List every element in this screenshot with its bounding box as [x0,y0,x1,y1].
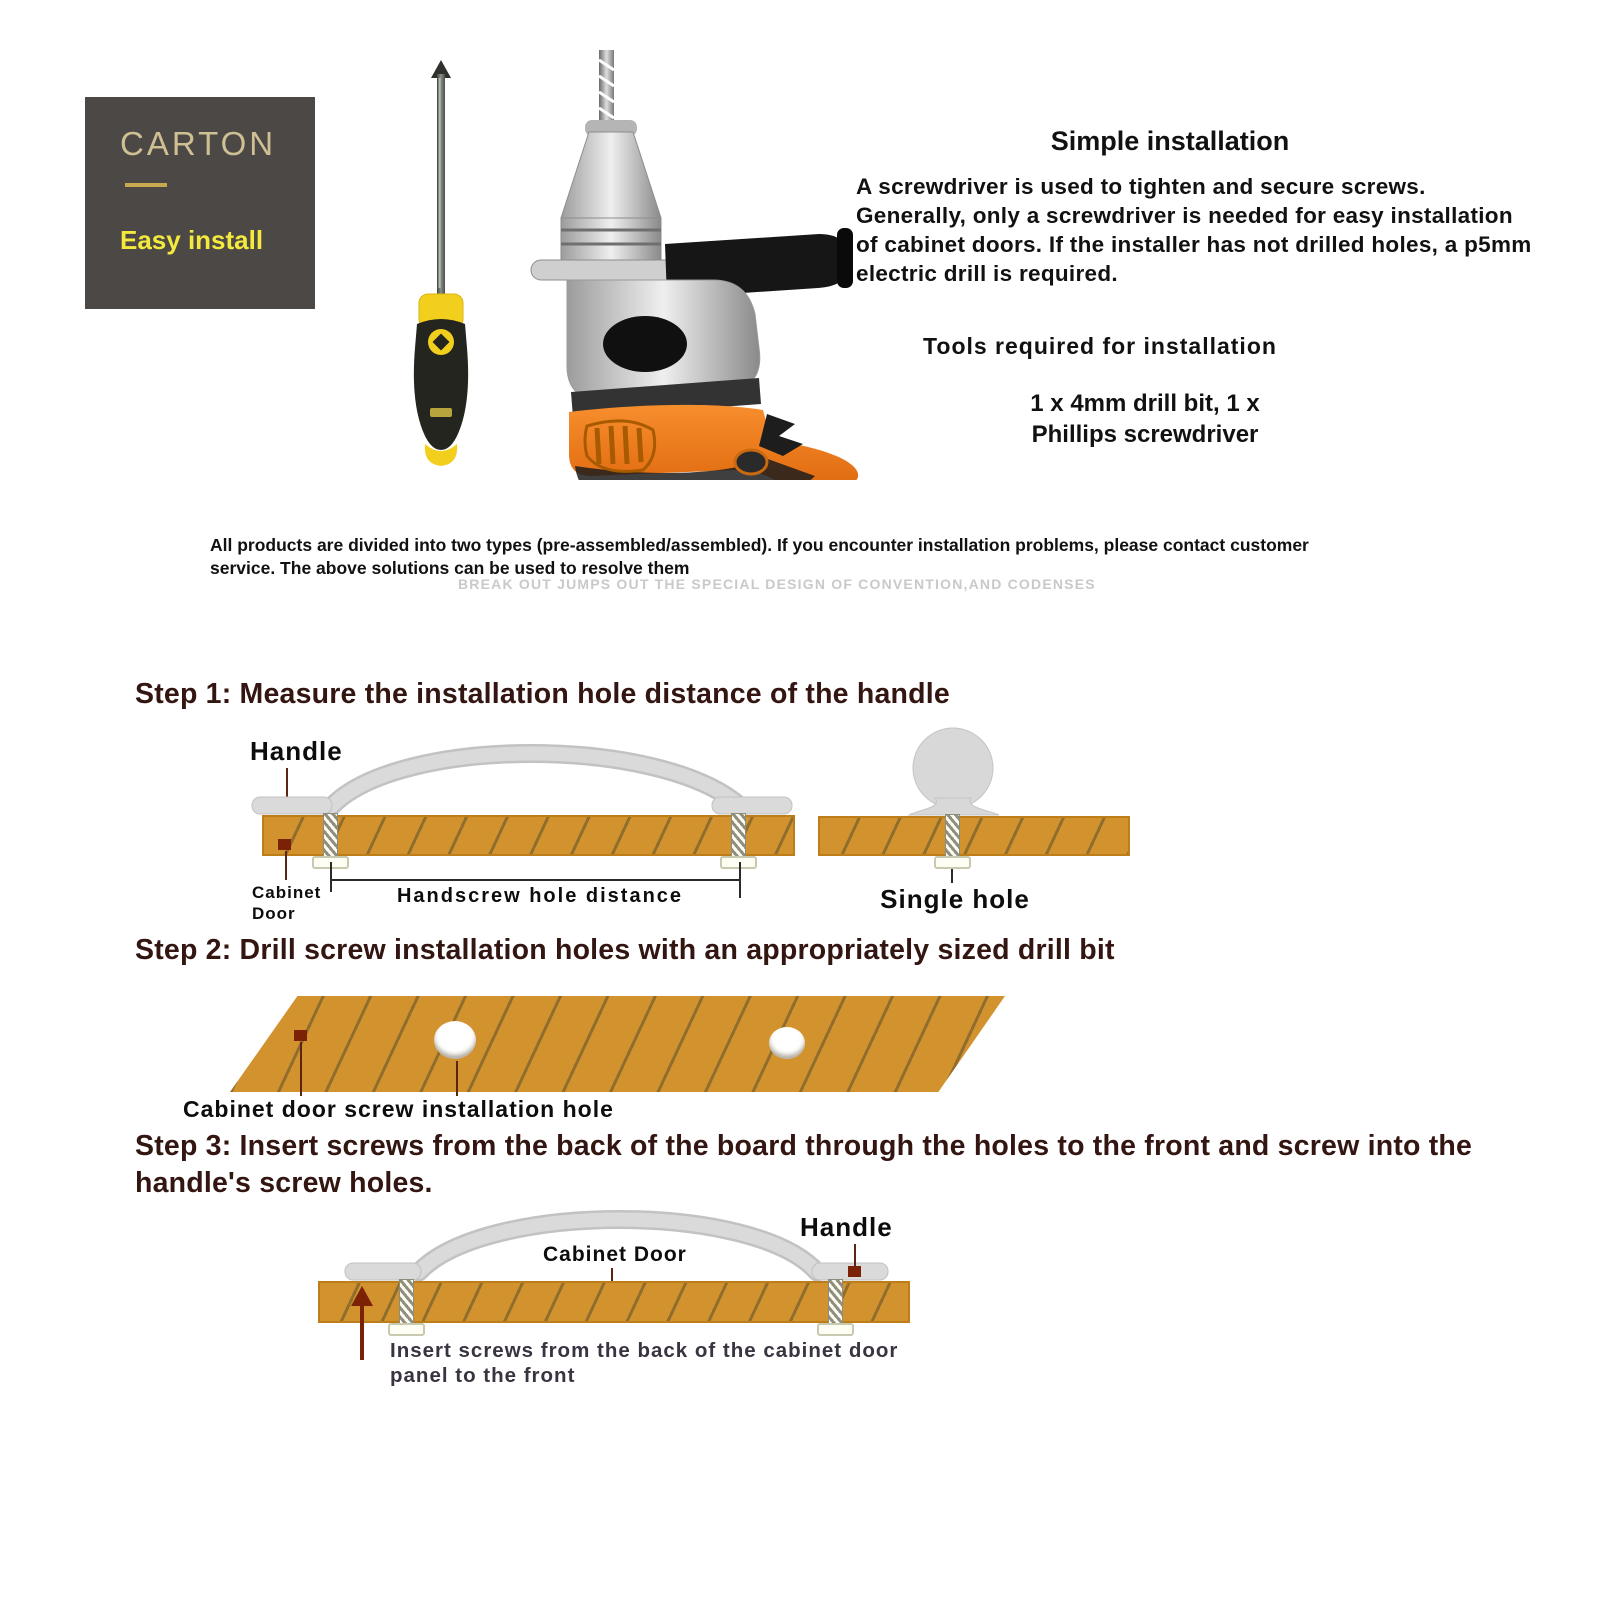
up-arrow-icon [351,1286,373,1306]
handle-marker [848,1266,861,1277]
screw-nut [817,1323,854,1336]
cabinet-door-marker [278,839,291,850]
brand-title: CARTON [120,125,277,162]
step1-cabinet-door-label: Cabinet Door [252,883,322,923]
intro-body: A screwdriver is used to tighten and secure screws. Generally, only a screwdriver is needed for easy installation of cabinet doors. If the installer has not drilled holes, a p5mm electric drill is required. [856,174,1532,286]
pointer-line [456,1061,458,1096]
screw [399,1279,414,1325]
step1-single-hole-board [818,816,1130,856]
step1-distance-label: Handscrew hole distance [396,885,684,907]
drilled-hole [769,1027,805,1059]
step1-heading: Step 1: Measure the installation hole distance of the handle [135,678,950,710]
notice-text: All products are divided into two types (pre-assembled/assembled). If you encounter installation problems, please contact customer service. The above solutions can be used to resolve them [210,535,1309,578]
screw-nut [934,856,971,869]
drill-bit-icon [599,50,614,132]
pointer-line [854,1244,856,1268]
step3-heading: Step 3: Insert screws from the back of the board through the holes to the front and screw into the handle's screw holes. [135,1130,1473,1199]
dimension-tick [330,862,332,892]
step1-handle-arc [240,728,810,818]
step3-handle-label: Handle [800,1212,893,1242]
board-marker [294,1030,307,1041]
tools-line: 1 x 4mm drill bit, 1 x Phillips screwdriver [1030,390,1260,448]
single-hole-knob [895,724,1015,818]
step2-heading: Step 2: Drill screw installation holes with an appropriately sized drill bit [135,934,1115,966]
step2-hole-label: Cabinet door screw installation hole [183,1096,614,1122]
brand-rule [125,183,167,187]
pointer-line [300,1042,302,1096]
step1-handle-label: Handle [250,736,343,766]
drill-illustration [515,48,860,480]
dimension-line [330,879,741,881]
step3-cabinet-door-label: Cabinet Door [543,1243,687,1266]
screw [731,813,746,858]
step2-cabinet-board [230,996,1005,1092]
pointer-line [285,851,287,880]
up-arrow-shaft [360,1304,364,1360]
step1-single-hole-label: Single hole [880,884,1030,914]
step1-cabinet-board [262,815,795,856]
watermark-text: BREAK OUT JUMPS OUT THE SPECIAL DESIGN OF CONVENTION,AND CODENSES [458,576,1096,592]
screw [323,813,338,858]
brand-tagline: Easy install [120,225,264,255]
screw [945,814,960,858]
step3-note: Insert screws from the back of the cabinet door panel to the front [390,1339,899,1387]
tools-heading: Tools required for installation [923,333,1277,359]
pointer-line [951,869,953,883]
intro-heading: Simple installation [1050,126,1290,156]
brand-card [85,97,315,309]
screwdriver-illustration [405,56,520,471]
screw-nut [388,1323,425,1336]
drilled-hole [434,1021,476,1059]
screw [828,1279,843,1325]
